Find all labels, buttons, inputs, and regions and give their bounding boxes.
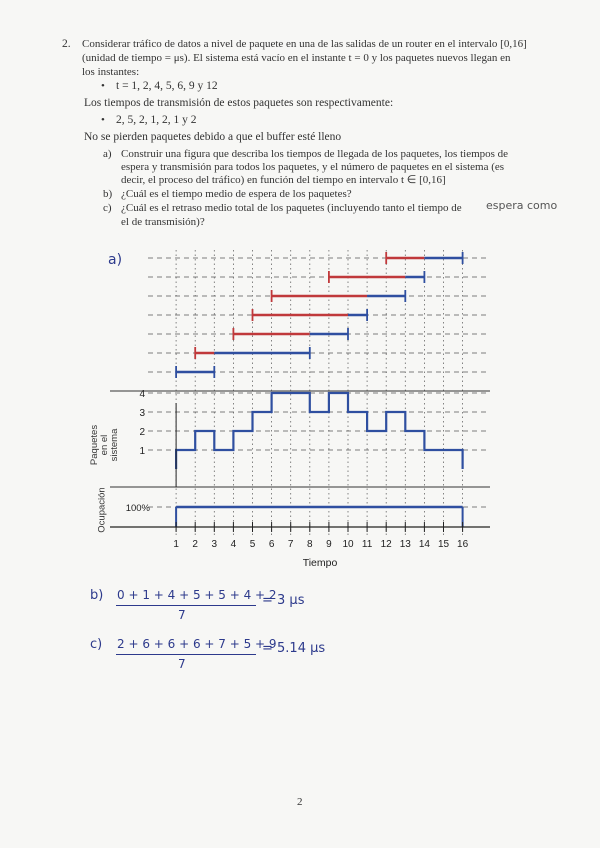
x-tick-label: 5 — [249, 539, 256, 550]
answer-c-denominator: 7 — [178, 657, 186, 671]
answer-b-numerator: 0 + 1 + 4 + 5 + 5 + 4 + 2 — [117, 588, 277, 602]
no-loss-statement: No se pierden paquetes debido a que el buffer esté lleno — [84, 131, 342, 143]
y-tick-label: 2 — [139, 427, 145, 438]
x-tick-label: 14 — [418, 539, 430, 550]
x-axis-label: Tiempo — [302, 557, 338, 569]
question-c-handwritten: espera como — [486, 199, 558, 212]
y-tick-label: 3 — [139, 408, 145, 419]
question-a-line-2: espera y transmisión para todos los paquetes, y el número de paquetes en el sistema (es — [121, 161, 505, 173]
problem-line-1: Considerar tráfico de datos a nivel de paquete en una de las salidas de un router en el intervalo [0,16] — [82, 38, 527, 50]
x-tick-label: 7 — [287, 539, 294, 550]
x-tick-label: 3 — [211, 539, 218, 550]
figure-axes — [110, 389, 490, 569]
transmission-intro: Los tiempos de transmisión de estos paquetes son respectivamente: — [84, 97, 394, 109]
problem-line-3: los instantes: — [82, 66, 140, 78]
answer-c-numerator: 2 + 6 + 6 + 6 + 7 + 5 + 9 — [117, 637, 277, 651]
packets-axis-label — [82, 420, 128, 470]
x-tick-label: 8 — [307, 539, 313, 550]
packets-axis-label-2: en el — [99, 434, 110, 456]
y-tick-label: 1 — [139, 446, 145, 457]
page-number: 2 — [297, 796, 303, 808]
x-tick-label: 13 — [399, 539, 411, 550]
x-tick-label: 6 — [268, 539, 275, 550]
x-tick-label: 1 — [173, 539, 179, 550]
question-b-label: b) — [103, 188, 113, 200]
bullet-arrivals: • — [101, 80, 105, 92]
answer-b-result: = 3 μs — [262, 593, 305, 608]
occupancy-axis-text: Ocupación — [96, 487, 108, 533]
occupancy-axis-label — [82, 485, 122, 535]
question-a-line-3: decir, el proceso del tráfico) en función del tiempo en intervalo t ∈ [0,16] — [121, 174, 446, 186]
x-tick-label: 2 — [192, 539, 198, 550]
x-tick-label: 12 — [380, 539, 392, 550]
packets-axis-label-1: Paquetes — [89, 424, 100, 466]
occupancy-tick-label: 100% — [125, 503, 150, 514]
question-b-text: ¿Cuál es el tiempo medio de espera de los paquetes? — [121, 188, 352, 200]
packets-axis-label-3: sistema — [109, 428, 120, 462]
transmission-times: 2, 5, 2, 1, 2, 1 y 2 — [116, 114, 197, 126]
question-a-label: a) — [103, 148, 112, 160]
answer-b-denominator: 7 — [178, 608, 186, 622]
answer-b-fraction-bar — [116, 605, 256, 606]
x-tick-label: 9 — [326, 539, 332, 550]
question-a-line-1: Construir una figura que describa los tiempos de llegada de los paquetes, los tiempos de — [121, 148, 509, 160]
question-c-line-1: ¿Cuál es el retraso medio total de los paquetes (incluyendo tanto el tiempo de — [121, 202, 462, 214]
x-tick-label: 15 — [437, 539, 450, 550]
x-tick-label: 16 — [457, 539, 469, 550]
arrival-times: t = 1, 2, 4, 5, 6, 9 y 12 — [116, 80, 218, 92]
answer-c-fraction-bar — [116, 654, 256, 655]
answer-b-label: b) — [90, 588, 104, 603]
figure-part-label: a) — [108, 252, 123, 268]
x-tick-label: 10 — [342, 539, 354, 550]
figure-grid — [148, 250, 490, 535]
bullet-transmission: • — [101, 114, 105, 126]
occupancy-plot — [176, 507, 463, 527]
problem-number: 2. — [62, 38, 71, 50]
x-tick-label: 11 — [361, 539, 373, 550]
problem-line-2: (unidad de tiempo = μs). El sistema está vacío en el instante t = 0 y los paquetes nuevos llegan en — [82, 52, 511, 64]
answer-c-result: = 5.14 μs — [262, 641, 326, 656]
y-tick-label: 4 — [139, 389, 145, 400]
question-c-label: c) — [103, 202, 112, 214]
question-c-line-2: el de transmisión)? — [121, 216, 205, 228]
answer-c-label: c) — [90, 637, 103, 652]
x-tick-label: 4 — [230, 539, 237, 550]
